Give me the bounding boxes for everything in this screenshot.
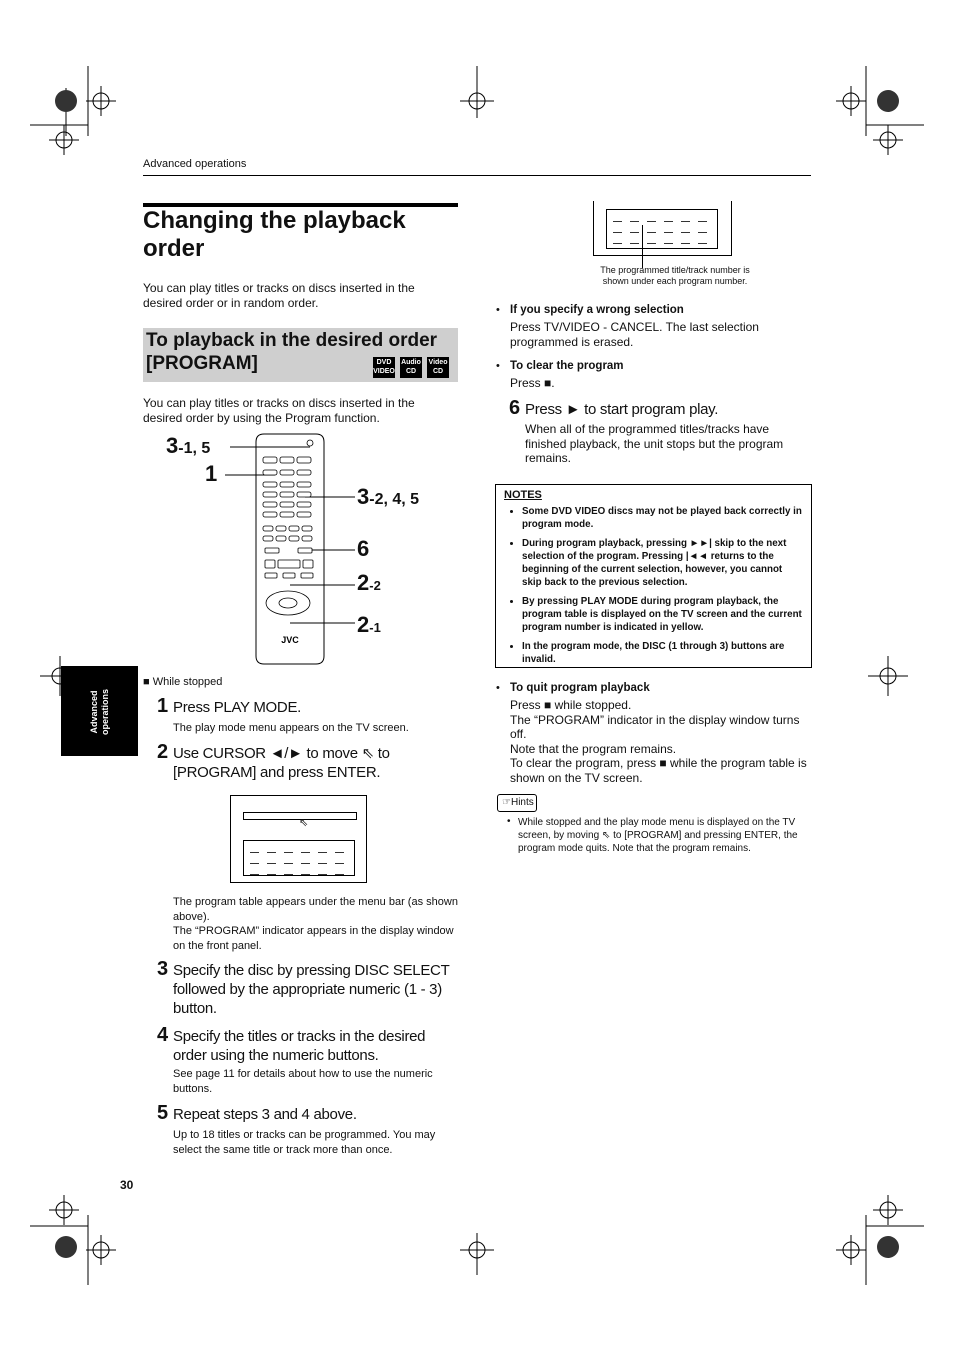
subsection-title-1: To playback in the desired order bbox=[146, 330, 438, 351]
subsection-bar bbox=[143, 328, 458, 382]
note-item: • Some DVD VIDEO discs may not be played back correctly in program mode. bbox=[522, 505, 803, 531]
remote-label-3-1-5 bbox=[166, 433, 210, 459]
step-3-number: 3 bbox=[157, 958, 169, 980]
badge-bottom: CD bbox=[405, 368, 417, 375]
program-display-diagram bbox=[593, 201, 732, 256]
step-6-text: Press ► to start program play. bbox=[525, 401, 719, 418]
label-main: 2 bbox=[357, 612, 370, 637]
quit-program-head: To quit program playback bbox=[510, 682, 650, 694]
clear-program-body: Press ■. bbox=[510, 376, 555, 390]
section-header: Advanced operations bbox=[143, 158, 247, 170]
label-suffix: -1 bbox=[369, 620, 381, 635]
program-table bbox=[243, 840, 355, 876]
notes-box bbox=[495, 484, 812, 668]
play-mode-screen-diagram bbox=[230, 795, 367, 883]
step-6-number: 6 bbox=[509, 397, 521, 419]
step-3-text: Specify the disc by pressing DISC SELECT followed by the appropriate numeric (1 - 3) button. bbox=[173, 962, 450, 1017]
notes-list bbox=[504, 505, 803, 666]
hint-hand-icon: ☞ bbox=[502, 797, 511, 808]
diagram-caption: The programmed title/track number is shown under each program number. bbox=[600, 265, 750, 286]
step-2-detail: The program table appears under the menu bar (as shown above). The “PROGRAM” indicator appears in the display window on the front panel. bbox=[173, 896, 458, 952]
wrong-selection-bullet: • bbox=[496, 304, 500, 316]
pointer-line bbox=[642, 225, 643, 268]
badge-video-cd bbox=[427, 357, 449, 378]
badge-bottom: CD bbox=[432, 368, 444, 375]
remote-label-1 bbox=[205, 461, 217, 487]
subsection-intro: You can play titles or tracks on discs inserted in the desired order by using the Program function. bbox=[143, 396, 415, 425]
label-suffix: -2, 4, 5 bbox=[369, 491, 420, 508]
step-2-text: Use CURSOR ◄/► to move ⇖ to [PROGRAM] and press ENTER. bbox=[173, 745, 390, 781]
hints-badge bbox=[497, 794, 537, 812]
note-item: • By pressing PLAY MODE during program playback, the program table is displayed on the TV screen and the current program number is indicated in yellow. bbox=[522, 595, 803, 634]
badge-top: Video bbox=[428, 359, 448, 366]
step-5-number: 5 bbox=[157, 1102, 169, 1124]
header-rule bbox=[143, 175, 811, 176]
intro-text: You can play titles or tracks on discs inserted in the desired order or in random order. bbox=[143, 281, 415, 310]
hint-item: While stopped and the play mode menu is displayed on the TV screen, by moving ⇖ to [PROGRAM] and pressing ENTER, the program mode quits. Note that the program remains. bbox=[518, 817, 798, 854]
subsection-title-2: [PROGRAM] bbox=[146, 353, 258, 374]
step-2-number: 2 bbox=[157, 741, 169, 763]
label-main: 1 bbox=[205, 461, 218, 486]
side-tab-line1: Advanced bbox=[89, 690, 99, 734]
cursor-icon: ⇖ bbox=[299, 817, 309, 829]
page-number: 30 bbox=[120, 1178, 134, 1192]
program-table-box bbox=[606, 209, 718, 249]
badge-top: DVD bbox=[376, 359, 392, 366]
step-1-detail: The play mode menu appears on the TV screen. bbox=[173, 722, 409, 734]
label-suffix: -2 bbox=[369, 578, 381, 593]
label-main: 2 bbox=[357, 570, 370, 595]
quit-program-body: Press ■ while stopped. The “PROGRAM” indicator in the display window turns off. Note that the program remains. To clear the program, press ■ while the program table is shown on the TV screen. bbox=[510, 698, 807, 785]
badge-dvd-video bbox=[373, 357, 395, 378]
remote-label-2-2 bbox=[357, 570, 381, 596]
remote-label-2-1 bbox=[357, 612, 381, 638]
side-tab-label bbox=[89, 689, 111, 735]
remote-control-illustration bbox=[160, 430, 450, 670]
step-1-text: Press PLAY MODE. bbox=[173, 699, 302, 716]
badge-bottom: VIDEO bbox=[373, 368, 395, 375]
svg-text:JVC: JVC bbox=[281, 635, 299, 645]
note-item: • During program playback, pressing ►►| skip to the next selection of the program. Pressing |◄◄ returns to the beginning of the current selection, however, you cannot skip back to the previous selection. bbox=[522, 537, 803, 589]
note-item: • In the program mode, the DISC (1 through 3) buttons are invalid. bbox=[522, 640, 803, 666]
label-main: 3 bbox=[357, 484, 370, 509]
hints-label: Hints bbox=[510, 797, 534, 808]
label-suffix: -1, 5 bbox=[178, 440, 211, 457]
step-1-number: 1 bbox=[157, 695, 169, 717]
step-5-detail: Up to 18 titles or tracks can be programmed. You may select the same title or track more than once. bbox=[173, 1129, 436, 1156]
clear-program-bullet: • bbox=[496, 360, 500, 372]
clear-program-head: To clear the program bbox=[510, 360, 624, 372]
side-tab-line2: operations bbox=[100, 688, 110, 736]
quit-program-bullet: • bbox=[496, 682, 500, 694]
remote-label-6 bbox=[357, 536, 369, 562]
badge-audio-cd bbox=[400, 357, 422, 378]
label-main: 6 bbox=[357, 536, 370, 561]
wrong-selection-head: If you specify a wrong selection bbox=[510, 304, 684, 316]
label-main: 3 bbox=[166, 433, 179, 458]
format-badges bbox=[373, 357, 449, 378]
notes-title: NOTES bbox=[504, 489, 542, 501]
hint-bullet: • bbox=[507, 816, 511, 827]
remote-label-3-2-4-5 bbox=[357, 484, 419, 510]
step-6-detail: When all of the programmed titles/tracks have finished playback, the unit stops but the program remains. bbox=[525, 422, 784, 465]
while-stopped: ■ While stopped bbox=[143, 676, 223, 688]
page-title: Changing the playback order bbox=[143, 207, 406, 262]
badge-top: Audio bbox=[401, 359, 421, 366]
step-4-text: Specify the titles or tracks in the desired order using the numeric buttons. bbox=[173, 1028, 426, 1064]
step-4-number: 4 bbox=[157, 1024, 169, 1046]
step-4-detail: See page 11 for details about how to use the numeric buttons. bbox=[173, 1068, 433, 1095]
step-5-text: Repeat steps 3 and 4 above. bbox=[173, 1106, 357, 1123]
wrong-selection-body: Press TV/VIDEO - CANCEL. The last selection programmed is erased. bbox=[510, 320, 759, 349]
